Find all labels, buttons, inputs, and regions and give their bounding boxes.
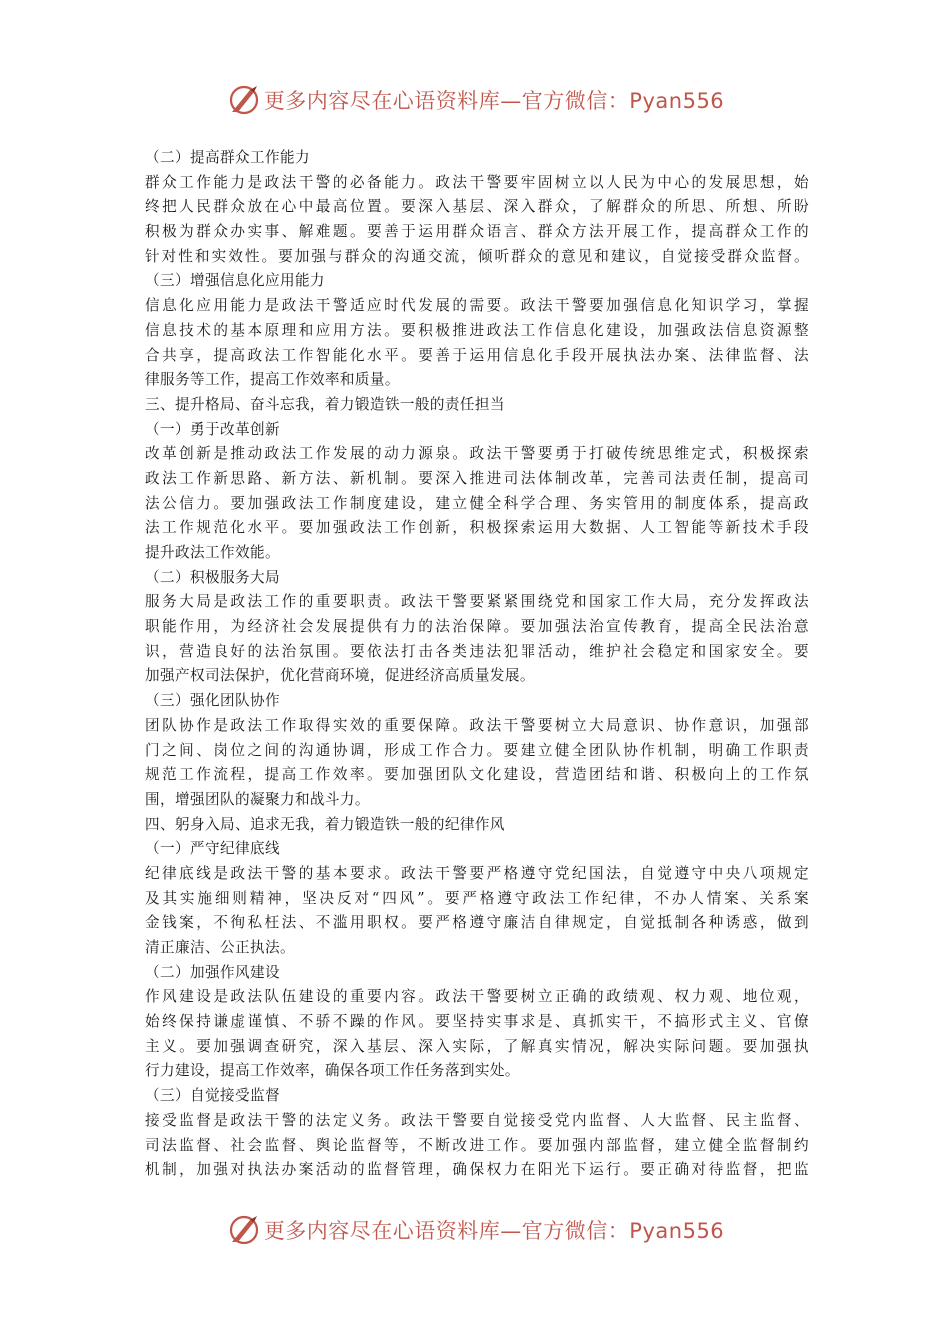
- document-body: [145, 146, 809, 1183]
- text-line: 政法工作新思路、新方法、新机制。要深入推进司法体制改革，完善司法责任制，提高司: [145, 469, 809, 487]
- text-line: 群众工作能力是政法干警的必备能力。政法干警要牢固树立以人民为中心的发展思想，始: [145, 173, 809, 191]
- text-line: 规范工作流程，提高工作效率。要加强团队文化建设，营造团结和谐、积极向上的工作氛: [145, 766, 809, 784]
- banner-text: 更多内容尽在心语资料库—官方微信：Pyan556: [263, 89, 725, 113]
- text-line: 机制，加强对执法办案活动的监督管理，确保权力在阳光下运行。要正确对待监督，把监: [145, 1161, 809, 1179]
- text-line: 信息技术的基本原理和应用方法。要积极推进政法工作信息化建设，加强政法信息资源整: [145, 321, 809, 339]
- header-banner: [0, 80, 950, 120]
- text-line: 接受监督是政法干警的法定义务。政法干警要自觉接受党内监督、人大监督、民主监督、: [145, 1111, 809, 1129]
- text-line: 围，增强团队的凝聚力和战斗力。: [145, 790, 370, 808]
- text-line: （三）强化团队协作: [145, 692, 280, 710]
- text-line: 加强产权司法保护，优化营商环境，促进经济高质量发展。: [145, 667, 535, 685]
- text-line: 合共享，提高政法工作智能化水平。要善于运用信息化手段开展执法办案、法律监督、法: [145, 346, 809, 364]
- text-line: 法工作规范化水平。要加强政法工作创新，积极探索运用大数据、人工智能等新技术手段: [145, 519, 809, 537]
- banner-text: 更多内容尽在心语资料库—官方微信：Pyan556: [263, 1219, 725, 1243]
- text-line: 门之间、岗位之间的沟通协调，形成工作合力。要建立健全团队协作机制，明确工作职责: [145, 741, 809, 759]
- text-line: 三、提升格局、奋斗忘我，着力锻造铁一般的责任担当: [145, 395, 505, 413]
- text-line: （二）加强作风建设: [145, 963, 280, 981]
- text-line: 及其实施细则精神，坚决反对“四风”。要严格遵守政法工作纪律，不办人情案、关系案: [145, 889, 809, 907]
- text-line: 金钱案，不徇私枉法、不滥用职权。要严格遵守廉洁自律规定，自觉抵制各种诱惑，做到: [145, 914, 809, 932]
- quill-logo-icon: [226, 82, 262, 118]
- text-line: （二）提高群众工作能力: [145, 149, 310, 166]
- text-line: 信息化应用能力是政法干警适应时代发展的需要。政法干警要加强信息化知识学习，掌握: [145, 297, 809, 315]
- text-line: （三）增强信息化应用能力: [145, 272, 325, 290]
- text-line: 法公信力。要加强政法工作制度建设，建立健全科学合理、务实管用的制度体系，提高政: [145, 494, 809, 512]
- text-line: 终把人民群众放在心中最高位置。要深入基层、深入群众，了解群众的所思、所想、所盼: [145, 198, 809, 216]
- text-line: （二）积极服务大局: [145, 568, 280, 586]
- text-line: 律服务等工作，提高工作效率和质量。: [145, 371, 400, 389]
- text-line: （一）勇于改革创新: [145, 420, 280, 438]
- text-line: 改革创新是推动政法工作发展的动力源泉。政法干警要勇于打破传统思维定式，积极探索: [145, 445, 809, 463]
- text-line: 始终保持谦虚谨慎、不骄不躁的作风。要坚持实事求是、真抓实干，不搞形式主义、官僚: [145, 1013, 809, 1031]
- text-line: （一）严守纪律底线: [145, 840, 280, 858]
- text-line: 提升政法工作效能。: [145, 544, 280, 561]
- quill-logo-icon: [226, 1212, 262, 1248]
- text-line: 行力建设，提高工作效率，确保各项工作任务落到实处。: [145, 1062, 520, 1080]
- text-line: 积极为群众办实事、解难题。要善于运用群众语言、群众方法开展工作，提高群众工作的: [145, 223, 809, 241]
- footer-banner: [0, 1210, 950, 1250]
- text-line: 司法监督、社会监督、舆论监督等，不断改进工作。要加强内部监督，建立健全监督制约: [145, 1136, 809, 1154]
- text-line: 服务大局是政法工作的重要职责。政法干警要紧紧围绕党和国家工作大局，充分发挥政法: [145, 593, 809, 611]
- text-line: 四、躬身入局、追求无我，着力锻造铁一般的纪律作风: [145, 815, 505, 833]
- text-line: 职能作用，为经济社会发展提供有力的法治保障。要加强法治宣传教育，提高全民法治意: [145, 618, 809, 636]
- text-line: 纪律底线是政法干警的基本要求。政法干警要严格遵守党纪国法，自觉遵守中央八项规定: [145, 864, 809, 882]
- text-line: 识，营造良好的法治氛围。要依法打击各类违法犯罪活动，维护社会稳定和国家安全。要: [145, 642, 809, 660]
- text-line: 主义。要加强调查研究，深入基层、深入实际，了解真实情况，解决实际问题。要加强执: [145, 1037, 809, 1055]
- text-line: 针对性和实效性。要加强与群众的沟通交流，倾听群众的意见和建议，自觉接受群众监督。: [145, 247, 809, 265]
- text-line: （三）自觉接受监督: [145, 1087, 280, 1105]
- text-line: 作风建设是政法队伍建设的重要内容。政法干警要树立正确的政绩观、权力观、地位观，: [145, 988, 809, 1006]
- text-line: 清正廉洁、公正执法。: [145, 939, 295, 956]
- text-line: 团队协作是政法工作取得实效的重要保障。政法干警要树立大局意识、协作意识，加强部: [145, 716, 809, 734]
